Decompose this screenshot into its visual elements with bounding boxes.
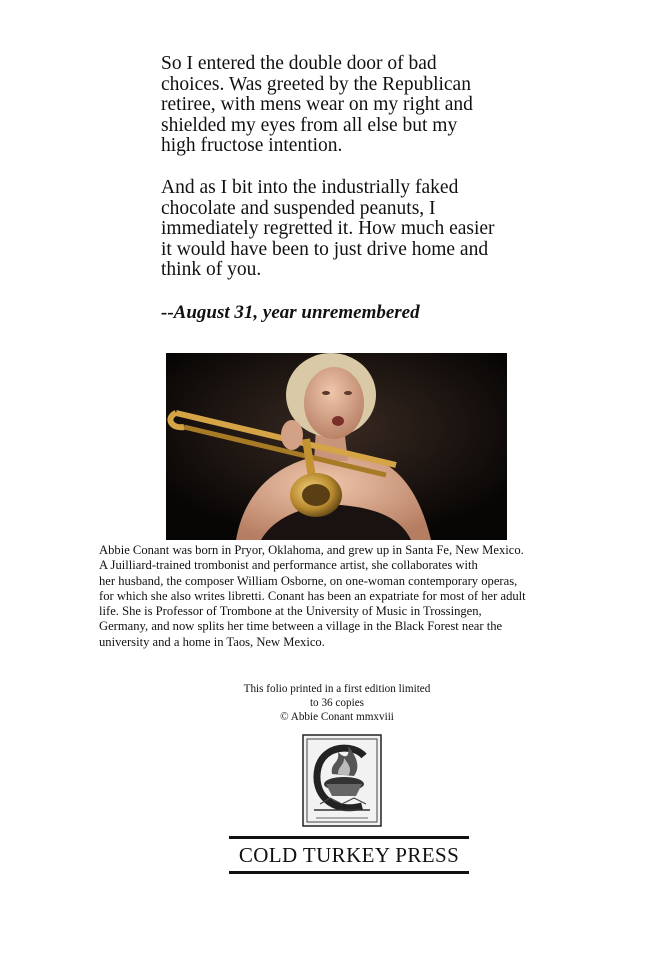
bio-line: Abbie Conant was born in Pryor, Oklahoma, and grew up in Santa Fe, New Mexico. (99, 543, 524, 557)
bio-line: life. She is Professor of Trombone at the University of Music in Trossingen, (99, 604, 482, 619)
press-name (229, 836, 469, 874)
poem-stanza-1 (161, 54, 561, 157)
colophon (200, 683, 474, 724)
poem-line: And as I bit into the industrially faked (161, 176, 459, 198)
bio-line: for which she also writes libretti. Conant has been an expatriate for most of her adult (99, 588, 526, 603)
bio-line: her husband, the composer William Osborne, on one-woman contemporary operas, (99, 573, 518, 588)
bio-line: university and a home in Taos, New Mexico. (99, 634, 325, 649)
press-emblem-icon (302, 734, 382, 827)
poem-line: think of you. (161, 259, 262, 281)
copy-count: to 36 copies (309, 696, 365, 709)
edition-note: This folio printed in a first edition limited (243, 683, 431, 695)
trombonist-illustration (166, 353, 507, 540)
poem-dateline: --August 31, year unremembered (161, 302, 420, 323)
poem-line: So I entered the double door of bad (161, 53, 437, 74)
poem-line: choices. Was greeted by the Republican (161, 73, 471, 95)
poem (161, 54, 561, 302)
poem-line: high fructose intention. (161, 135, 343, 157)
bio-line: A Juilliard-trained trombonist and performance artist, she collaborates with (99, 558, 478, 573)
author-bio (99, 543, 589, 650)
poem-line: chocolate and suspended peanuts, I (161, 197, 436, 219)
press-name-text: COLD TURKEY PRESS (238, 842, 460, 867)
poem-line: immediately regretted it. How much easier (161, 218, 495, 240)
poem-line: it would have been to just drive home and (161, 238, 489, 260)
copyright-line: © Abbie Conant mmxviii (280, 710, 394, 723)
poem-stanza-2 (161, 178, 561, 281)
poem-line: shielded my eyes from all else but my (161, 114, 458, 136)
poem-line: retiree, with mens wear on my right and (161, 94, 473, 116)
author-photo (166, 353, 507, 540)
bio-line: Germany, and now splits her time between a village in the Black Forest near the (99, 619, 503, 634)
